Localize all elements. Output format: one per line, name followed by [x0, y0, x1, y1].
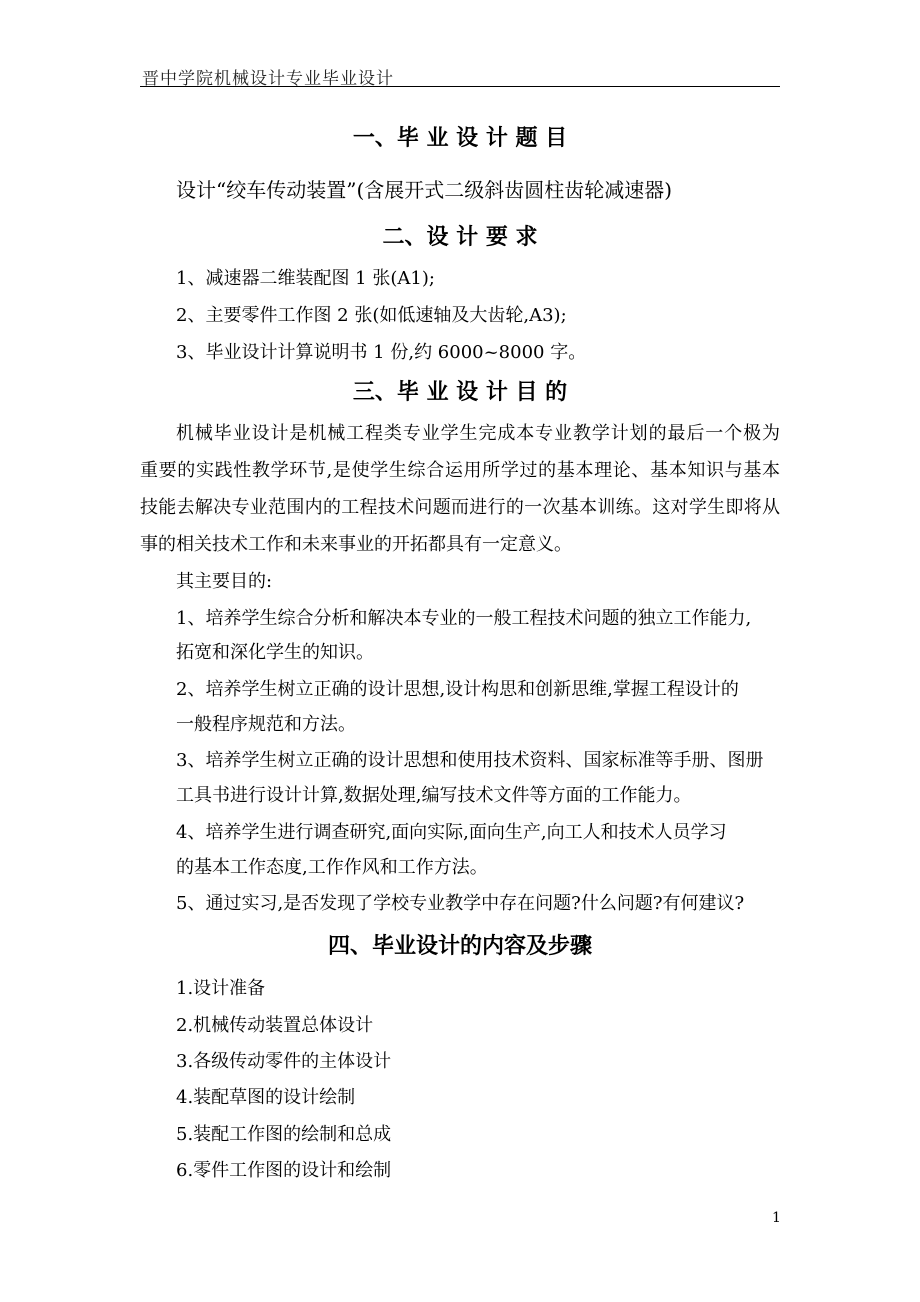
header-title: 晋中学院机械设计专业毕业设计 [142, 69, 394, 89]
goal-line: 工具书进行设计计算,数据处理,编写技术文件等方面的工作能力。 [176, 785, 692, 806]
purpose-paragraph-line: 重要的实践性教学环节,是使学生综合运用所学过的基本理论、基本知识与基本 [140, 460, 780, 481]
purpose-paragraph-line: 机械毕业设计是机械工程类专业学生完成本专业教学计划的最后一个极为 [176, 423, 780, 444]
step-item: 1.设计准备 [176, 978, 266, 999]
goal-line: 3、培养学生树立正确的设计思想和使用技术资料、国家标准等手册、图册 [176, 750, 764, 771]
step-item: 3.各级传动零件的主体设计 [176, 1051, 392, 1072]
goal-line: 的基本工作态度,工作作风和工作方法。 [176, 857, 488, 878]
step-item: 6.零件工作图的设计和绘制 [176, 1160, 392, 1181]
section-4-title: 四、毕业设计的内容及步骤 [327, 933, 592, 959]
goal-line: 一般程序规范和方法。 [176, 714, 356, 735]
goal-line: 5、通过实习,是否发现了学校专业教学中存在问题?什么问题?有何建议? [176, 893, 745, 914]
goals-lead: 其主要目的: [176, 571, 273, 592]
section-2-title: 二、设 计 要 求 [382, 224, 538, 250]
requirement-item: 3、毕业设计计算说明书 1 份,约 6000~8000 字。 [176, 342, 587, 363]
section-1-title: 一、毕 业 设 计 题 目 [352, 125, 568, 151]
design-topic: 设计“绞车传动装置”(含展开式二级斜齿圆柱齿轮减速器) [176, 178, 673, 202]
goal-line: 2、培养学生树立正确的设计思想,设计构思和创新思维,掌握工程设计的 [176, 679, 739, 700]
goal-line: 1、培养学生综合分析和解决本专业的一般工程技术问题的独立工作能力, [176, 608, 752, 629]
requirement-item: 1、减速器二维装配图 1 张(A1); [176, 268, 435, 289]
purpose-paragraph-line: 技能去解决专业范围内的工程技术问题而进行的一次基本训练。这对学生即将从 [140, 497, 780, 518]
requirement-item: 2、主要零件工作图 2 张(如低速轴及大齿轮,A3); [176, 305, 567, 326]
step-item: 4.装配草图的设计绘制 [176, 1087, 356, 1108]
step-item: 2.机械传动装置总体设计 [176, 1015, 374, 1036]
running-header [140, 64, 780, 87]
page-number: 1 [772, 1210, 781, 1226]
section-3-title: 三、毕 业 设 计 目 的 [352, 379, 568, 405]
step-item: 5.装配工作图的绘制和总成 [176, 1124, 392, 1145]
goal-line: 拓宽和深化学生的知识。 [176, 642, 374, 663]
purpose-paragraph-line: 事的相关技术工作和未来事业的开拓都具有一定意义。 [140, 534, 572, 555]
goal-line: 4、培养学生进行调查研究,面向实际,面向生产,向工人和技术人员学习 [176, 822, 727, 843]
